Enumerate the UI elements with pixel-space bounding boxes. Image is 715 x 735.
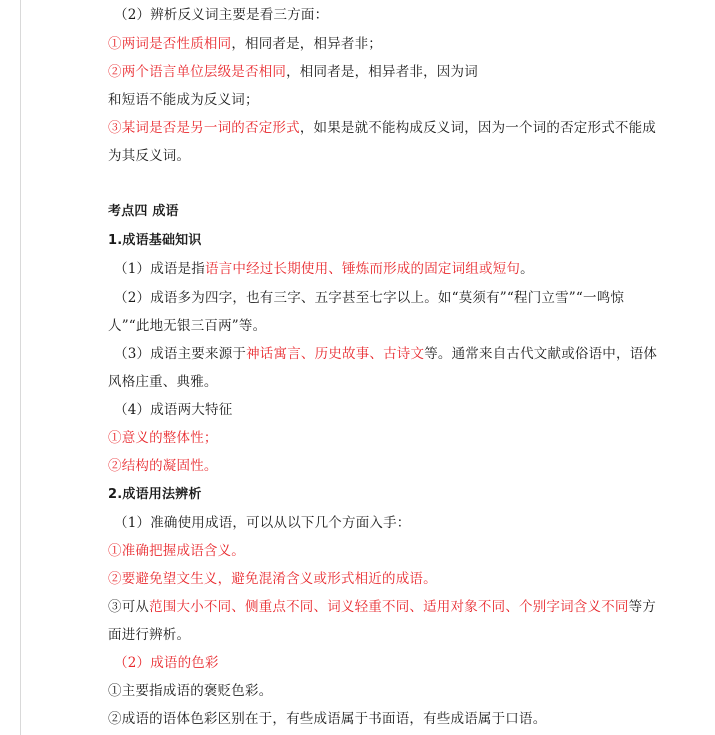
marker: ③ bbox=[108, 120, 122, 136]
body-text: ，相同者是，相异者非，因为词 bbox=[286, 64, 478, 80]
body-text: 等方 bbox=[628, 599, 657, 615]
usage-point-1 bbox=[108, 542, 245, 560]
highlight-text: 要避免望文生义，避免混淆含义或形式相近的成语。 bbox=[121, 571, 437, 587]
body-text: ，如果是就不能构成反义词，因为一个词的否定形式不能成 bbox=[299, 120, 657, 136]
body-text: 。 bbox=[520, 261, 534, 277]
marker: ① bbox=[108, 543, 122, 559]
highlight-text: 某词是否是另一词的否定形式 bbox=[121, 120, 300, 136]
idiom-features-title: （4）成语两大特征 bbox=[114, 402, 233, 418]
usage-point-3-cont: 面进行辨析。 bbox=[108, 627, 191, 643]
subsection-heading-2: 2.成语用法辨析 bbox=[108, 487, 202, 502]
color-point-1: ①主要指成语的褒贬色彩。 bbox=[108, 683, 273, 699]
highlight-text: 结构的凝固性。 bbox=[121, 458, 218, 474]
antonym-point-3 bbox=[108, 119, 656, 137]
marker: ② bbox=[108, 458, 122, 474]
section-heading: 考点四 成语 bbox=[108, 204, 179, 219]
antonym-point-2-cont: 和短语不能成为反义词； bbox=[108, 92, 259, 108]
antonym-intro: （2）辨析反义词主要是看三方面： bbox=[114, 7, 329, 23]
idiom-source-cont: 风格庄重、典雅。 bbox=[108, 374, 218, 390]
highlight-text: 语言中经过长期使用、锤炼而形成的固定词组或短句 bbox=[205, 261, 521, 277]
body-text: ③可从 bbox=[108, 599, 150, 615]
marker: ① bbox=[108, 430, 122, 446]
margin-rule bbox=[20, 0, 21, 735]
body-text: （3）成语主要来源于 bbox=[114, 346, 247, 362]
marker: ② bbox=[108, 571, 122, 587]
idiom-definition bbox=[114, 260, 534, 278]
highlight-text: 范围大小不同、侧重点不同、词义轻重不同、适用对象不同、个别字词含义不同 bbox=[149, 599, 629, 615]
marker: ② bbox=[108, 64, 122, 80]
highlight-text: 准确把握成语含义。 bbox=[121, 543, 246, 559]
marker: ① bbox=[108, 36, 122, 52]
idiom-source bbox=[114, 345, 657, 363]
highlight-text: 两个语言单位层级是否相同 bbox=[121, 64, 287, 80]
antonym-point-2 bbox=[108, 63, 478, 81]
body-text: ，相同者是，相异者非； bbox=[231, 36, 383, 52]
idiom-length-line-2: 人”“此地无银三百两”等。 bbox=[108, 318, 267, 334]
subsection-heading-1: 1.成语基础知识 bbox=[108, 233, 202, 248]
idiom-length-line-1: （2）成语多为四字，也有三字、五字甚至七字以上。如“莫须有”“程门立雪”“一鸣惊 bbox=[114, 290, 625, 306]
body-text: （1）成语是指 bbox=[114, 261, 205, 277]
usage-point-2 bbox=[108, 570, 437, 588]
color-point-2: ②成语的语体色彩区别在于，有些成语属于书面语，有些成语属于口语。 bbox=[108, 711, 547, 727]
antonym-point-1 bbox=[108, 35, 382, 53]
highlight-text: 神话寓言、历史故事、古诗文 bbox=[246, 346, 425, 362]
body-text: 等。通常来自古代文献或俗语中，语体 bbox=[424, 346, 658, 362]
idiom-feature-2 bbox=[108, 457, 218, 475]
highlight-text: 意义的整体性； bbox=[121, 430, 218, 446]
usage-point-3 bbox=[108, 598, 656, 616]
idiom-feature-1 bbox=[108, 429, 218, 447]
antonym-point-3-cont: 为其反义词。 bbox=[108, 148, 191, 164]
highlight-text: 两词是否性质相同 bbox=[121, 36, 232, 52]
usage-intro: （1）准确使用成语，可以从以下几个方面入手： bbox=[114, 515, 411, 531]
color-title: （2）成语的色彩 bbox=[114, 655, 219, 671]
